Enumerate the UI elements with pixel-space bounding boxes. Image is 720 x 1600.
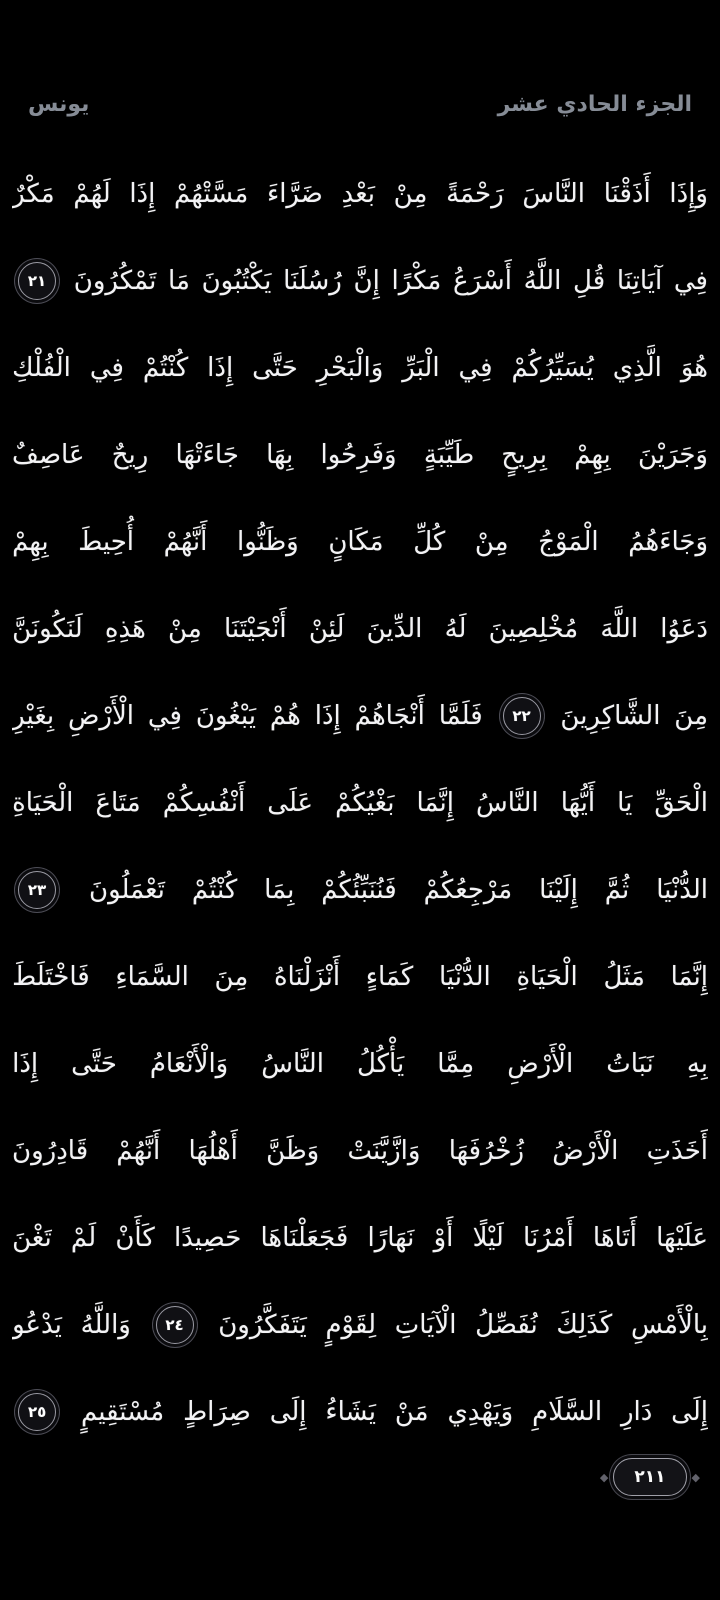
- quran-word: قُلِ: [573, 265, 606, 296]
- quran-word: مَكْرًا: [391, 265, 442, 296]
- quran-word: دَعَوُا: [660, 613, 708, 644]
- quran-word: النَّاسُ: [261, 1048, 324, 1079]
- quran-word: بِهِمْ: [574, 439, 611, 470]
- quran-word: بَغْيُكُمْ: [335, 787, 395, 818]
- quran-word: الدُّنْيَا: [438, 961, 491, 992]
- quran-word: أَنْجَاهُمْ: [354, 700, 425, 731]
- quran-word: مُسْتَقِيمٍ: [80, 1396, 165, 1427]
- quran-word: إِلَى: [671, 1396, 708, 1427]
- quran-word: مَثَلُ: [603, 961, 645, 992]
- quran-word: لَنَكُونَنَّ: [12, 613, 83, 644]
- quran-word: فِي: [89, 352, 124, 383]
- quran-word: كُلِّ: [413, 526, 446, 557]
- quran-word: حَتَّى: [252, 352, 298, 383]
- quran-word: مِمَّا: [437, 1048, 475, 1079]
- quran-word: الْأَرْضُ: [552, 1135, 619, 1166]
- verse-end-marker: ٢١: [18, 262, 56, 300]
- quran-word: مَنْ: [394, 1396, 429, 1427]
- quran-word: يَشَاءُ: [325, 1396, 376, 1427]
- quran-word: مِنَ: [214, 961, 249, 992]
- quran-word: مِنْ: [393, 178, 428, 209]
- quran-word: رُسُلَنَا: [283, 265, 342, 296]
- quran-word: أُحِيطَ: [78, 526, 135, 557]
- quran-word: كَأَنْ: [115, 1222, 155, 1253]
- quran-word: نَبَاتُ: [606, 1048, 654, 1079]
- quran-word: بِمَا: [264, 874, 295, 905]
- mushaf-line-1[interactable]: [12, 150, 708, 237]
- quran-word: إِذَا: [129, 178, 156, 209]
- quran-word: رِيحٌ: [111, 439, 149, 470]
- quran-word: هَذِهِ: [104, 613, 146, 644]
- quran-word: الْبَرِّ: [402, 352, 440, 383]
- quran-word: فِي: [673, 265, 708, 296]
- quran-word: أَذَقْنَا: [603, 178, 651, 209]
- quran-word: إِذَا: [314, 700, 341, 731]
- quran-word: فِي: [458, 352, 493, 383]
- quran-word: اللَّهَ: [600, 613, 639, 644]
- quran-word: لَيْلًا: [472, 1222, 504, 1253]
- mushaf-line-11[interactable]: [12, 1020, 708, 1107]
- mushaf-line-2[interactable]: [12, 237, 708, 324]
- quran-word: مِنَ: [674, 700, 708, 731]
- quran-word: ضَرَّاءَ: [266, 178, 323, 209]
- quran-word: الدِّينَ: [366, 613, 423, 644]
- quran-word: النَّاسَ: [522, 178, 586, 209]
- juz-label: الجزء الحادي عشر: [497, 92, 692, 117]
- mushaf-line-3[interactable]: [12, 324, 708, 411]
- quran-word: لَمْ: [70, 1222, 97, 1253]
- quran-word: تَغْنَ: [12, 1222, 52, 1253]
- quran-word: لَهُ: [444, 613, 467, 644]
- quran-word: لَئِنْ: [308, 613, 345, 644]
- quran-word: مِنْ: [474, 526, 509, 557]
- quran-word: السَّلَامِ: [532, 1396, 603, 1427]
- quran-word: حَصِيدًا: [173, 1222, 242, 1253]
- quran-word: هُمْ: [269, 700, 301, 731]
- quran-word: زُخْرُفَهَا: [448, 1135, 524, 1166]
- quran-word: يُسَيِّرُكُمْ: [511, 352, 594, 383]
- quran-word: إِنَّ: [353, 265, 380, 296]
- quran-word: بِالْأَمْسِ: [630, 1309, 708, 1340]
- quran-word: الْحَيَاةِ: [516, 961, 578, 992]
- quran-word: الشَّاكِرِينَ: [560, 700, 661, 731]
- surah-label: يونس: [28, 92, 90, 117]
- quran-word: وَظَنُّوا: [236, 526, 299, 557]
- badge-left-ornament-icon: ◆: [599, 1470, 609, 1484]
- mushaf-line-5[interactable]: [12, 498, 708, 585]
- quran-word: طَيِّبَةٍ: [423, 439, 475, 470]
- quran-word: عَلَيْهَا: [656, 1222, 708, 1253]
- mushaf-line-4[interactable]: [12, 411, 708, 498]
- quran-word: صِرَاطٍ: [183, 1396, 251, 1427]
- quran-word: إِلَيْنَا: [539, 874, 578, 905]
- quran-word: يَكْتُبُونَ: [201, 265, 272, 296]
- quran-word: آيَاتِنَا: [616, 265, 663, 296]
- quran-word: حَتَّى: [71, 1048, 117, 1079]
- quran-word: بَعْدِ: [341, 178, 375, 209]
- page-number-badge: ٢١١: [613, 1458, 686, 1496]
- quran-word: مَتَاعَ: [95, 787, 141, 818]
- quran-word: لَهُمْ: [73, 178, 111, 209]
- quran-word: نُفَصِّلُ: [475, 1309, 538, 1340]
- quran-word: عَاصِفٌ: [12, 439, 85, 470]
- mushaf-page[interactable]: [12, 150, 708, 1460]
- quran-word: أَنَّهُمْ: [163, 526, 208, 557]
- quran-word: الدُّنْيَا: [656, 874, 708, 905]
- quran-word: تَمْكُرُونَ: [73, 265, 157, 296]
- quran-word: مَا: [168, 265, 190, 296]
- quran-word: أَنْجَيْتَنَا: [223, 613, 287, 644]
- quran-word: فَلَمَّا: [438, 700, 483, 731]
- quran-word: مِنْ: [168, 613, 202, 644]
- quran-word: الْأَرْضِ: [67, 700, 135, 731]
- quran-word: عَلَى: [267, 787, 314, 818]
- quran-word: السَّمَاءِ: [115, 961, 189, 992]
- mushaf-line-14[interactable]: [12, 1281, 708, 1368]
- quran-word: وَالْبَحْرِ: [316, 352, 384, 383]
- quran-word: جَاءَتْهَا: [175, 439, 239, 470]
- mushaf-line-13[interactable]: [12, 1194, 708, 1281]
- quran-word: وَفَرِحُوا: [320, 439, 397, 470]
- quran-word: يَأْكُلُ: [356, 1048, 405, 1079]
- quran-word: تَعْمَلُونَ: [88, 874, 165, 905]
- quran-word: إِلَى: [269, 1396, 307, 1427]
- quran-word: أَوْ: [433, 1222, 454, 1253]
- quran-word: وَإِذَا: [669, 178, 708, 209]
- quran-word: وَالْأَنْعَامُ: [149, 1048, 229, 1079]
- quran-word: أَتَاهَا: [592, 1222, 637, 1253]
- quran-word: كَمَاءٍ: [365, 961, 414, 992]
- verse-end-marker: ٢٢: [503, 697, 541, 735]
- mushaf-line-7[interactable]: [12, 672, 708, 759]
- verse-end-marker: ٢٥: [18, 1393, 56, 1431]
- badge-right-ornament-icon: ◆: [691, 1470, 700, 1484]
- mushaf-line-9[interactable]: [12, 846, 708, 933]
- quran-word: فَاخْتَلَطَ: [12, 961, 90, 992]
- quran-word: بِهِمْ: [12, 526, 49, 557]
- mushaf-line-10[interactable]: [12, 933, 708, 1020]
- quran-word: بِهَا: [266, 439, 294, 470]
- quran-word: الَّذِي: [612, 352, 662, 383]
- quran-word: أَسْرَعُ: [453, 265, 512, 296]
- quran-word: مَرْجِعُكُمْ: [423, 874, 513, 905]
- mushaf-line-12[interactable]: [12, 1107, 708, 1194]
- quran-word: النَّاسُ: [475, 787, 539, 818]
- quran-word: الْآيَاتِ: [394, 1309, 457, 1340]
- quran-word: إِنَّمَا: [670, 961, 708, 992]
- quran-word: اللَّهُ: [523, 265, 562, 296]
- quran-word: فِي: [147, 700, 182, 731]
- mushaf-line-8[interactable]: [12, 759, 708, 846]
- quran-word: كَذَلِكَ: [556, 1309, 613, 1340]
- quran-word: وَيَهْدِي: [447, 1396, 514, 1427]
- quran-word: أَنَّهُمْ: [116, 1135, 161, 1166]
- verse-end-marker: ٢٤: [156, 1306, 194, 1344]
- quran-word: هُوَ: [680, 352, 708, 383]
- quran-word: مَكْرٌ: [12, 178, 55, 209]
- quran-word: ثُمَّ: [604, 874, 630, 905]
- quran-word: وَازَّيَّنَتْ: [347, 1135, 421, 1166]
- quran-word: قَادِرُونَ: [12, 1135, 89, 1166]
- quran-word: لِقَوْمٍ: [325, 1309, 377, 1340]
- quran-word: الْأَرْضِ: [507, 1048, 574, 1079]
- quran-word: رَحْمَةً: [446, 178, 504, 209]
- quran-word: وَاللَّهُ: [80, 1309, 131, 1340]
- quran-word: إِنَّمَا: [416, 787, 454, 818]
- quran-word: نَهَارًا: [367, 1222, 415, 1253]
- page-header: [28, 92, 692, 117]
- quran-word: أَمْرُنَا: [523, 1222, 574, 1253]
- quran-word: كُنْتُمْ: [142, 352, 189, 383]
- quran-word: إِذَا: [12, 1048, 39, 1079]
- quran-word: يَدْعُو: [12, 1309, 62, 1340]
- quran-word: الْحَيَاةِ: [12, 787, 74, 818]
- quran-word: مَكَانٍ: [328, 526, 384, 557]
- quran-word: دَارِ: [620, 1396, 653, 1427]
- page-number-badge-wrap: [600, 1458, 700, 1496]
- quran-word: يَا: [617, 787, 633, 818]
- verse-end-marker: ٢٣: [18, 871, 56, 909]
- quran-word: مَسَّتْهُمْ: [174, 178, 249, 209]
- mushaf-line-15[interactable]: [12, 1368, 708, 1455]
- quran-word: بِهِ: [686, 1048, 708, 1079]
- quran-word: فَجَعَلْنَاهَا: [260, 1222, 349, 1253]
- quran-word: مُخْلِصِينَ: [488, 613, 579, 644]
- quran-word: الْمَوْجُ: [538, 526, 599, 557]
- quran-word: يَتَفَكَّرُونَ: [218, 1309, 307, 1340]
- quran-word: إِذَا: [207, 352, 234, 383]
- quran-word: كُنْتُمْ: [191, 874, 238, 905]
- quran-word: بِغَيْرِ: [12, 700, 55, 731]
- quran-word: وَظَنَّ: [266, 1135, 320, 1166]
- quran-word: بِرِيحٍ: [501, 439, 547, 470]
- quran-word: يَبْغُونَ: [195, 700, 257, 731]
- quran-word: أَيُّهَا: [560, 787, 596, 818]
- quran-word: وَجَرَيْنَ: [637, 439, 708, 470]
- quran-word: أَهْلُهَا: [188, 1135, 238, 1166]
- mushaf-line-6[interactable]: [12, 585, 708, 672]
- quran-word: الْحَقِّ: [654, 787, 708, 818]
- quran-word: أَنْفُسِكُمْ: [162, 787, 246, 818]
- quran-word: أَنْزَلْنَاهُ: [273, 961, 341, 992]
- quran-word: وَجَاءَهُمُ: [628, 526, 708, 557]
- quran-word: الْفُلْكِ: [12, 352, 71, 383]
- quran-word: فَنُنَبِّئُكُمْ: [321, 874, 397, 905]
- quran-word: أَخَذَتِ: [646, 1135, 708, 1166]
